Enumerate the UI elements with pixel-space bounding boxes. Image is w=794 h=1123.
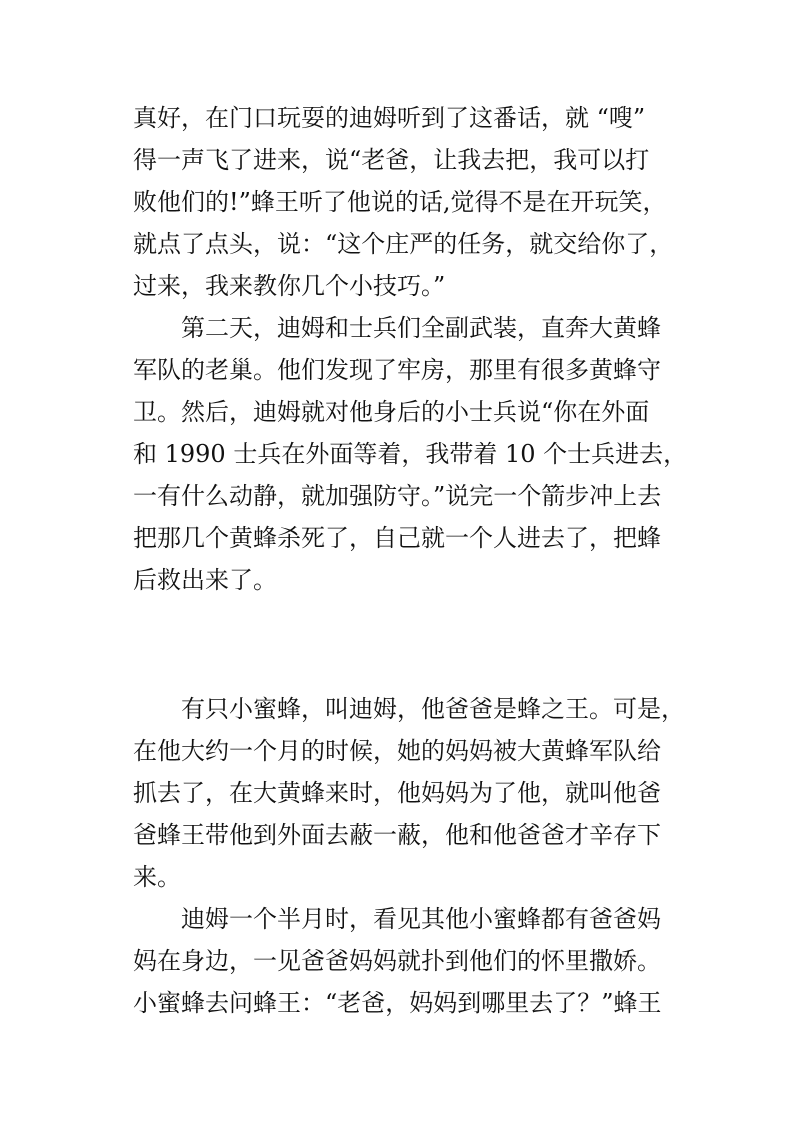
text-line: 妈在身边，一见爸爸妈妈就扑到他们的怀里撒娇。 [133,947,661,975]
story-section-bottom [133,688,685,1024]
text-line: 过来，我来教你几个小技巧。” [133,272,446,300]
text-line: 卫。然后，迪姆就对他身后的小士兵说“你在外面 [133,398,650,426]
text-line: 来。 [133,863,181,891]
text-line: 和 1990 士兵在外面等着，我带着 10 个士兵进去， [133,440,688,468]
story-section-top [133,97,688,601]
text-line: 爸蜂王带他到外面去蔽一蔽，他和他爸爸才辛存下 [133,821,661,849]
text-line: 一有什么动静，就加强防守。”说完一个箭步冲上去 [133,482,662,510]
text-line-paragraph-start: 第二天，迪姆和士兵们全副武装，直奔大黄蜂 [181,314,661,342]
text-line: 在他大约一个月的时候，她的妈妈被大黄蜂军队给 [133,737,661,765]
text-line: 后救出来了。 [133,566,277,594]
text-line-paragraph-start: 迪姆一个半月时，看见其他小蜜蜂都有爸爸妈 [181,905,661,933]
text-line: 就点了点头，说：“这个庄严的任务，就交给你了， [133,230,674,258]
text-line: 得一声飞了进来，说“老爸，让我去把，我可以打 [133,146,650,174]
text-line: 小蜜蜂去问蜂王：“老爸，妈妈到哪里去了？”蜂王 [133,989,662,1017]
text-line: 败他们的!”蜂王听了他说的话,觉得不是在开玩笑， [133,188,667,216]
text-line-paragraph-start: 有只小蜜蜂，叫迪姆，他爸爸是蜂之王。可是， [181,695,685,723]
text-line: 真好，在门口玩耍的迪姆听到了这番话，就 “嗖” [133,104,646,132]
text-line: 抓去了，在大黄蜂来时，他妈妈为了他，就叫他爸 [133,779,661,807]
text-line: 把那几个黄蜂杀死了，自己就一个人进去了，把蜂 [133,524,661,552]
text-line: 军队的老巢。他们发现了牢房，那里有很多黄蜂守 [133,356,661,384]
